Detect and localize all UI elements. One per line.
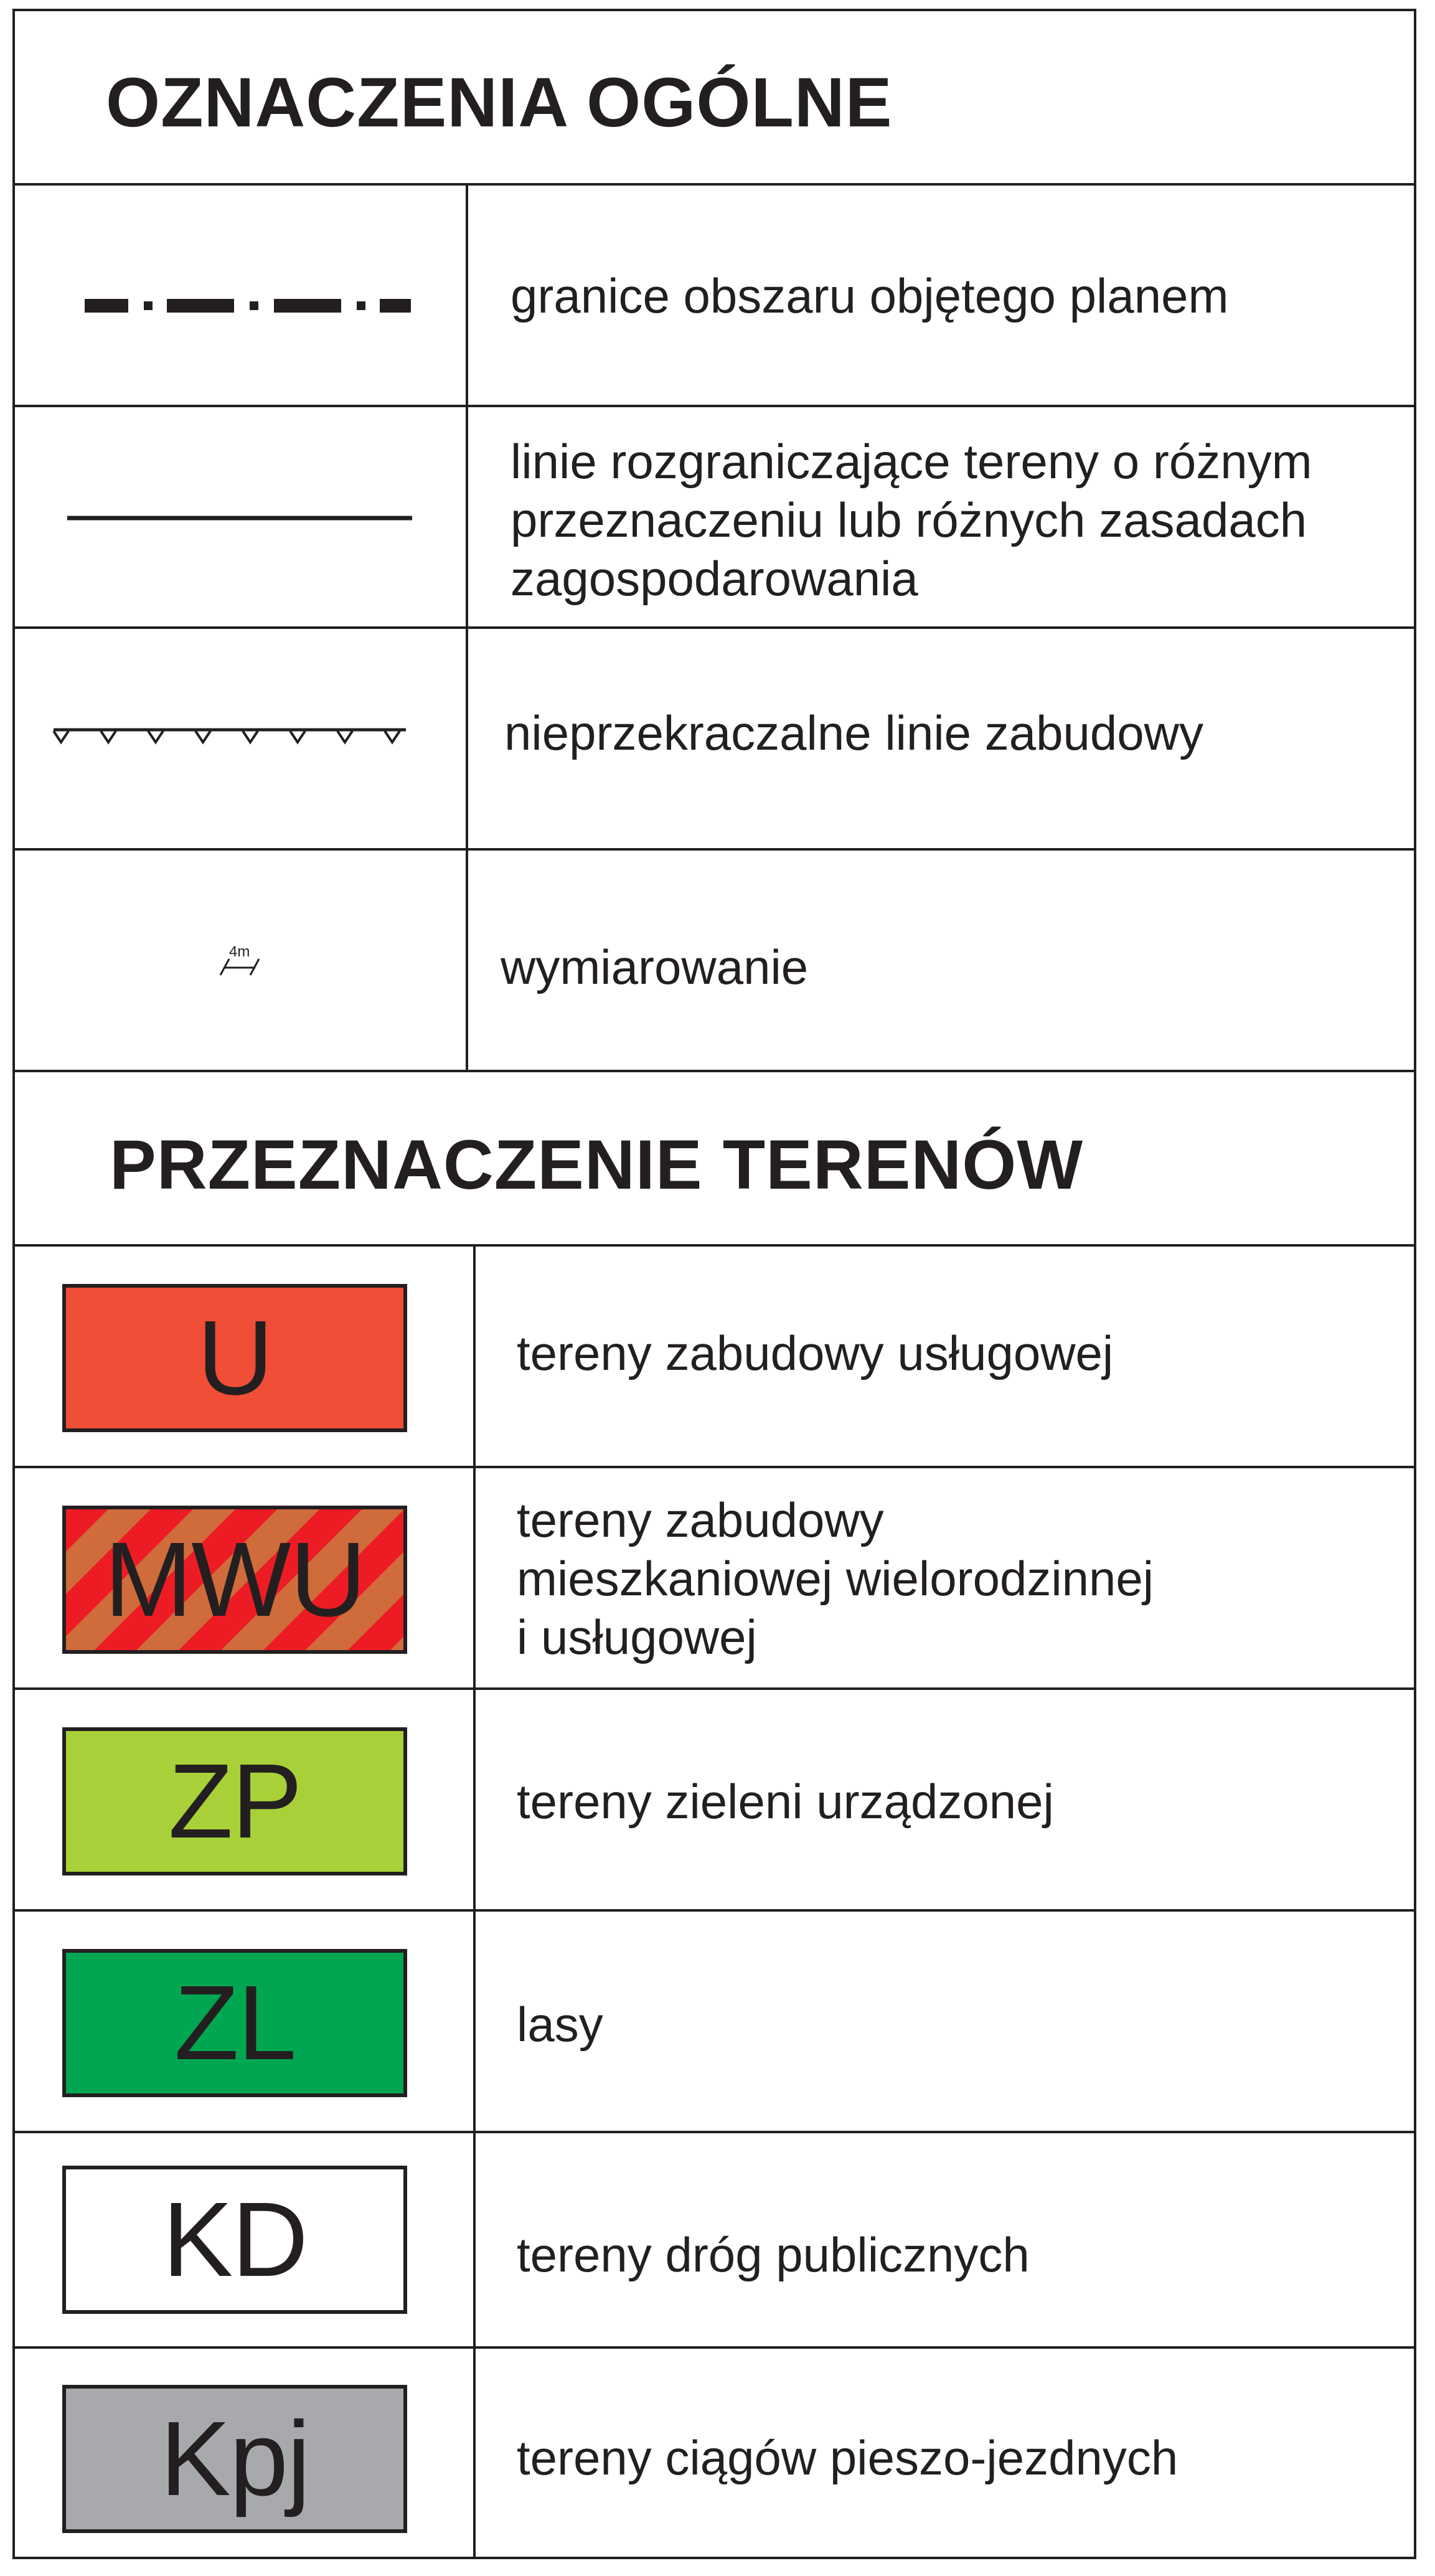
description-line: tereny zieleni urządzonej <box>517 1774 1054 1829</box>
swatch-zl <box>62 1949 407 2097</box>
description-line: wymiarowanie <box>501 940 809 994</box>
solid-line-icon <box>15 407 468 629</box>
swatch-kpj <box>62 2385 407 2533</box>
dash-dot-line-icon <box>15 186 468 407</box>
description-line: linie rozgraniczające tereny o różnym <box>510 434 1312 489</box>
dividing-line-symbol <box>15 407 468 626</box>
column-divider <box>466 186 468 405</box>
kd-description <box>517 2225 1030 2284</box>
legend-row-zp <box>15 1690 1414 1912</box>
description-line: tereny dróg publicznych <box>517 2227 1030 2282</box>
legend-row-kpj <box>15 2349 1414 2557</box>
column-divider <box>473 1690 476 1909</box>
boundary-symbol <box>15 186 468 405</box>
description-line: nieprzekraczalne linie zabudowy <box>504 705 1203 760</box>
zp-description <box>517 1772 1054 1831</box>
building-lines-description <box>504 704 1203 762</box>
toothed-line-icon <box>15 629 468 851</box>
swatch-code: ZL <box>174 1964 296 2082</box>
legend-row-mwu <box>15 1468 1414 1690</box>
description-line: granice obszaru objętego planem <box>510 268 1229 323</box>
dimension-symbol <box>15 851 468 1070</box>
description-line: tereny zabudowy <box>517 1493 884 1547</box>
column-divider <box>466 851 468 1070</box>
swatch-zp <box>62 1727 407 1875</box>
description-line: tereny zabudowy usługowej <box>517 1326 1114 1380</box>
swatch-code: MWU <box>104 1521 365 1639</box>
legend-row-dimensioning <box>15 851 1414 1072</box>
legend-row-dividing-lines <box>15 407 1414 629</box>
mwu-description <box>517 1491 1154 1666</box>
description-line: mieszkaniowej wielorodzinnej <box>517 1551 1154 1606</box>
description-line: tereny ciągów pieszo-jezdnych <box>517 2430 1179 2485</box>
dimensioning-description <box>501 938 808 996</box>
column-divider <box>473 1912 476 2131</box>
general-section-title: OZNACZENIA OGÓLNE <box>106 64 893 141</box>
description-line: lasy <box>517 1997 603 2052</box>
general-section-header <box>15 11 1414 186</box>
column-divider <box>466 407 468 626</box>
land-use-section-title: PRZEZNACZENIE TERENÓW <box>110 1126 1084 1204</box>
zl-description <box>517 1995 603 2054</box>
description-line: i usługowej <box>517 1610 757 1664</box>
swatch-kd <box>62 2166 407 2314</box>
dividing-lines-description <box>510 432 1312 608</box>
column-divider <box>473 2349 476 2557</box>
swatch-u <box>62 1284 407 1432</box>
kpj-description <box>517 2428 1178 2487</box>
building-line-symbol <box>15 629 468 848</box>
legend-row-building-lines <box>15 629 1414 851</box>
legend-row-kd <box>15 2133 1414 2349</box>
legend-row-zl <box>15 1912 1414 2133</box>
u-description <box>517 1324 1113 1382</box>
legend-row-u <box>15 1247 1414 1468</box>
dimension-mark-icon <box>15 851 468 1072</box>
description-line: zagospodarowania <box>510 551 918 606</box>
swatch-code: KD <box>162 2181 308 2299</box>
column-divider <box>466 629 468 848</box>
swatch-code: Kpj <box>160 2400 309 2518</box>
dimension-value-label: 4m <box>229 943 250 960</box>
column-divider <box>473 2133 476 2346</box>
column-divider <box>473 1468 476 1687</box>
swatch-code: ZP <box>168 1742 301 1861</box>
legend-row-boundary <box>15 186 1414 407</box>
boundary-description <box>510 267 1228 325</box>
column-divider <box>473 1247 476 1466</box>
land-use-section-header <box>15 1072 1414 1247</box>
swatch-code: U <box>197 1299 273 1417</box>
description-line: przeznaczeniu lub różnych zasadach <box>510 493 1307 547</box>
swatch-mwu <box>62 1506 407 1654</box>
legend-table <box>12 9 1416 2559</box>
